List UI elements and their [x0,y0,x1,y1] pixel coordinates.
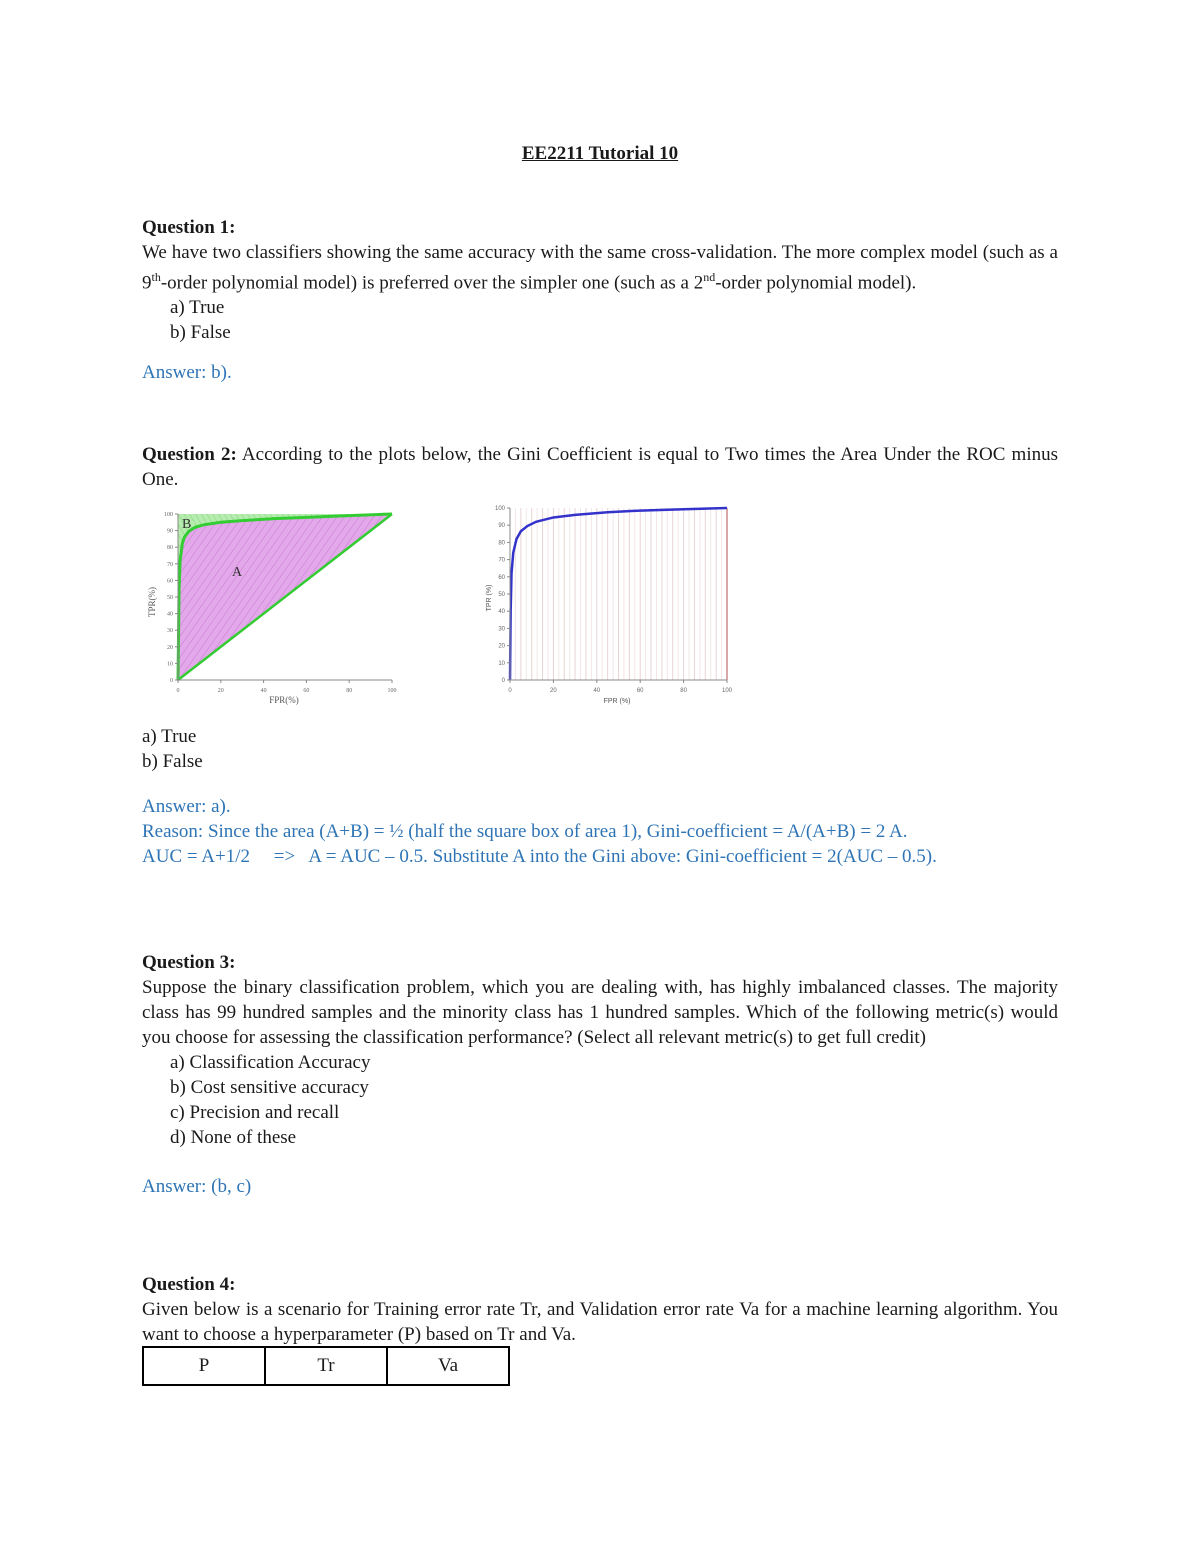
region-label-a: A [232,565,243,580]
question-text-part: -order polynomial model). [715,272,917,294]
y-tick-label: 40 [498,609,505,616]
option-a: a) True [142,726,197,747]
y-axis-label: TPR(%) [147,587,157,617]
y-tick-label: 100 [164,512,173,518]
x-tick-label: 60 [303,688,310,694]
x-tick-label: 80 [346,688,353,694]
y-tick-label: 40 [167,611,173,618]
y-tick-label: 30 [167,628,173,635]
table-header-cell: Tr [265,1347,387,1385]
x-tick-label: 40 [593,688,601,694]
option-c: c) Precision and recall [170,1102,340,1123]
superscript: nd [703,270,716,284]
answer-reason-line-1: Reason: Since the area (A+B) = ½ (half the square box of area 1), Gini-coefficient = A/(A+B) = 2 A. [142,821,908,842]
x-tick-label: 80 [680,688,687,694]
answer: Answer: a). [142,796,231,817]
x-axis-label: FPR (%) [603,698,631,705]
question-3 [142,950,1058,1199]
y-tick-label: 30 [498,626,505,633]
x-tick-label: 100 [387,688,397,694]
table-header-cell: P [143,1347,265,1385]
answer: Answer: (b, c) [142,1176,252,1197]
option-a: a) True [170,297,225,319]
table-header-cell: Va [387,1347,509,1385]
y-tick-label: 50 [498,592,505,598]
answer-reason-line-2: AUC = A+1/2 => A = AUC – 0.5. Substitute A into the Gini above: Gini-coefficient = 2(AUC – 0.5). [142,846,937,867]
question-text: Suppose the binary classification problem, which you are dealing with, has highly imbalanced classes. The majority class has 99 hundred samples and the minority class has 1 hundred samples. Which of the following metric(s) would you choose for assessing the classification performance? (Select all relevant metric(s) to get full credit) [142,977,1058,1048]
question-text: Given below is a scenario for Training error rate Tr, and Validation error rate Va for a machine learning algorithm. You want to choose a hyperparameter (P) based on Tr and Va. [142,1299,1058,1345]
y-tick-label: 60 [167,578,173,585]
y-tick-label: 70 [498,557,505,564]
plot-area [510,508,727,680]
x-tick-label: 60 [636,688,644,694]
y-tick-label: 70 [167,561,173,568]
question-heading: Question 3: [142,952,236,973]
question-4 [142,1272,1058,1347]
y-tick-label: 10 [498,660,505,667]
question-2-options [142,724,1058,869]
question-text-part: We have two classifiers showing the same accuracy with the same cross-validation. The more complex model (such as a 9 [142,242,1058,294]
option-a: a) Classification Accuracy [170,1052,371,1073]
y-axis-label: TPR (%) [486,584,493,612]
plot-area [178,514,392,680]
question-1 [142,215,1058,385]
y-tick-label: 0 [170,678,173,684]
x-tick-label: 40 [260,688,267,694]
table-header-row [143,1347,509,1385]
region-label-b: B [182,517,192,532]
option-b: b) False [170,322,231,344]
y-tick-label: 10 [167,661,173,668]
axes [495,506,733,694]
question-text [142,240,1058,295]
question-heading: Question 1: [142,217,236,238]
y-tick-label: 50 [167,595,173,601]
y-tick-label: 80 [167,545,173,552]
roc-chart-blue [477,502,737,710]
option-d: d) None of these [170,1127,297,1148]
option-b: b) False [142,751,203,772]
y-tick-label: 100 [494,506,505,512]
y-tick-label: 20 [167,644,173,651]
y-tick-label: 80 [498,540,505,547]
y-tick-label: 90 [498,523,505,530]
y-tick-label: 60 [498,574,505,581]
x-tick-label: 20 [550,688,557,694]
y-tick-label: 90 [167,528,173,535]
x-tick-label: 20 [217,688,224,694]
question-text-part: -order polynomial model) is preferred over the simpler one (such as a 2 [160,272,704,294]
question-heading: Question 2: [142,444,237,465]
option-b: b) Cost sensitive accuracy [170,1077,369,1098]
x-tick-label: 100 [721,688,733,694]
page-title: EE2211 Tutorial 10 [521,143,679,164]
superscript: th [151,270,161,284]
x-axis-label: FPR(%) [269,695,299,705]
answer: Answer: b). [142,362,232,384]
y-tick-label: 20 [498,643,505,650]
question-heading: Question 4: [142,1274,236,1295]
hyperparameter-table [142,1346,510,1386]
x-tick-label: 0 [176,688,180,694]
x-tick-label: 0 [508,688,512,694]
y-tick-label: 0 [501,678,505,684]
roc-chart-gini [142,502,402,710]
question-text: According to the plots below, the Gini Coefficient is equal to Two times the Area Under the ROC minus One. [142,444,1058,490]
question-2 [142,442,1058,492]
